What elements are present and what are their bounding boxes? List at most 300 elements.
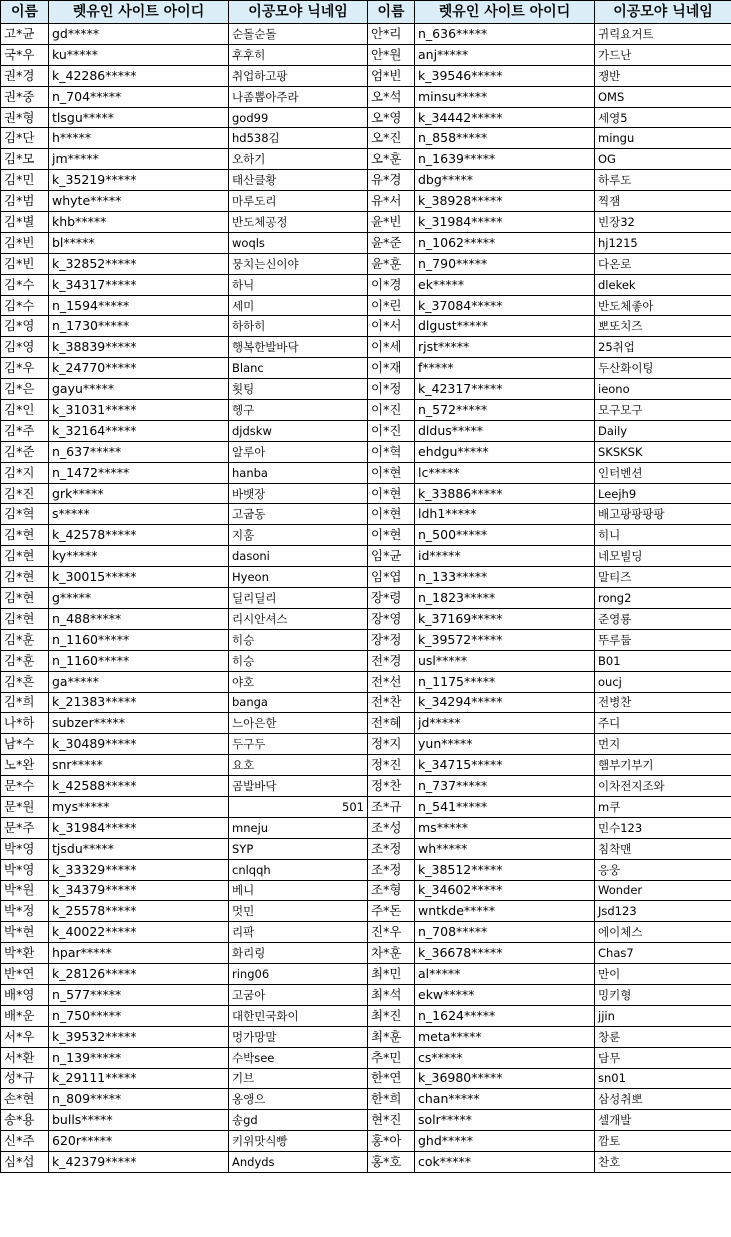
- name-cell: 김*준: [1, 441, 49, 462]
- name-cell: 문*원: [1, 796, 49, 817]
- nickname-cell: 네모빌딩: [595, 546, 731, 567]
- name-cell: 조*성: [368, 817, 415, 838]
- nickname-cell: 전병찬: [595, 692, 731, 713]
- site-id-cell: n_1639*****: [415, 149, 595, 170]
- nickname-cell: 세미: [229, 295, 368, 316]
- name-cell: 박*현: [1, 922, 49, 943]
- nickname-cell: SYP: [229, 838, 368, 859]
- table-row: [1, 901, 731, 922]
- site-id-cell: k_42317*****: [415, 379, 595, 400]
- table-row: [1, 880, 731, 901]
- name-cell: 김*빈: [1, 232, 49, 253]
- site-id-cell: n_500*****: [415, 525, 595, 546]
- site-id-cell: n_1823*****: [415, 588, 595, 609]
- name-cell: 윤*준: [368, 232, 415, 253]
- name-cell: 김*수: [1, 295, 49, 316]
- header-site-id-right: 렛유인 사이트 아이디: [415, 1, 595, 24]
- name-cell: 진*우: [368, 922, 415, 943]
- nickname-cell: 밍키형: [595, 984, 731, 1005]
- nickname-cell: 세영5: [595, 107, 731, 128]
- table-row: [1, 232, 731, 253]
- site-id-cell: ekw*****: [415, 984, 595, 1005]
- nickname-cell: 침착맨: [595, 838, 731, 859]
- name-cell: 송*용: [1, 1110, 49, 1131]
- site-id-cell: k_33329*****: [49, 859, 229, 880]
- site-id-cell: khb*****: [49, 212, 229, 233]
- name-cell: 김*빈: [1, 253, 49, 274]
- nickname-cell: 나좀뽑아주라: [229, 86, 368, 107]
- name-cell: 이*현: [368, 525, 415, 546]
- nickname-cell: 화리링: [229, 943, 368, 964]
- name-cell: 고*균: [1, 24, 49, 45]
- name-cell: 윤*훈: [368, 253, 415, 274]
- table-row: [1, 1026, 731, 1047]
- site-id-cell: k_38512*****: [415, 859, 595, 880]
- table-body: [1, 24, 731, 1173]
- site-id-cell: k_35219*****: [49, 170, 229, 191]
- nickname-cell: 뚜루둡: [595, 629, 731, 650]
- table-row: [1, 629, 731, 650]
- site-id-cell: n_488*****: [49, 608, 229, 629]
- name-cell: 한*연: [368, 1068, 415, 1089]
- name-cell: 배*영: [1, 984, 49, 1005]
- site-id-cell: k_37169*****: [415, 608, 595, 629]
- name-cell: 장*정: [368, 629, 415, 650]
- nickname-cell: 배고팡팡팡팡: [595, 504, 731, 525]
- site-id-cell: n_790*****: [415, 253, 595, 274]
- name-cell: 권*형: [1, 107, 49, 128]
- name-cell: 김*수: [1, 274, 49, 295]
- nickname-cell: 옹앵으: [229, 1089, 368, 1110]
- nickname-cell: hj1215: [595, 232, 731, 253]
- nickname-cell: Hyeon: [229, 567, 368, 588]
- site-id-cell: id*****: [415, 546, 595, 567]
- site-id-cell: n_737*****: [415, 776, 595, 797]
- site-id-cell: k_29111*****: [49, 1068, 229, 1089]
- name-cell: 유*경: [368, 170, 415, 191]
- nickname-cell: 뭉치는신이야: [229, 253, 368, 274]
- name-cell: 조*규: [368, 796, 415, 817]
- name-cell: 김*지: [1, 462, 49, 483]
- nickname-cell: 셀개발: [595, 1110, 731, 1131]
- name-cell: 오*훈: [368, 149, 415, 170]
- table-row: [1, 1047, 731, 1068]
- table-row: [1, 24, 731, 45]
- site-id-cell: k_42588*****: [49, 776, 229, 797]
- table-row: [1, 1131, 731, 1152]
- nickname-cell: 찍잼: [595, 191, 731, 212]
- name-cell: 유*서: [368, 191, 415, 212]
- table-row: [1, 107, 731, 128]
- site-id-cell: n_1160*****: [49, 650, 229, 671]
- site-id-cell: bulls*****: [49, 1110, 229, 1131]
- name-cell: 국*우: [1, 44, 49, 65]
- site-id-cell: n_1472*****: [49, 462, 229, 483]
- name-cell: 김*민: [1, 170, 49, 191]
- nickname-cell: 귀릭요거트: [595, 24, 731, 45]
- nickname-cell: Leejh9: [595, 483, 731, 504]
- nickname-cell: ring06: [229, 964, 368, 985]
- site-id-cell: ehdgu*****: [415, 441, 595, 462]
- site-id-cell: n_750*****: [49, 1005, 229, 1026]
- site-id-cell: n_858*****: [415, 128, 595, 149]
- site-id-cell: h*****: [49, 128, 229, 149]
- site-id-cell: k_30489*****: [49, 734, 229, 755]
- name-cell: 김*훈: [1, 650, 49, 671]
- nickname-cell: 반도체공정: [229, 212, 368, 233]
- name-cell: 배*운: [1, 1005, 49, 1026]
- table-row: [1, 734, 731, 755]
- name-cell: 손*현: [1, 1089, 49, 1110]
- nickname-cell: 인터벤션: [595, 462, 731, 483]
- table-row: [1, 546, 731, 567]
- site-id-cell: k_34442*****: [415, 107, 595, 128]
- table-row: [1, 796, 731, 817]
- nickname-cell: hd538김: [229, 128, 368, 149]
- table-row: [1, 149, 731, 170]
- site-id-cell: k_30015*****: [49, 567, 229, 588]
- nickname-cell: 리팍: [229, 922, 368, 943]
- nickname-cell: 다온로: [595, 253, 731, 274]
- nickname-cell: m쿠: [595, 796, 731, 817]
- table-row: [1, 984, 731, 1005]
- name-cell: 최*민: [368, 964, 415, 985]
- name-cell: 최*진: [368, 1005, 415, 1026]
- nickname-cell: mneju: [229, 817, 368, 838]
- nickname-cell: hanba: [229, 462, 368, 483]
- name-cell: 이*경: [368, 274, 415, 295]
- nickname-cell: 가드난: [595, 44, 731, 65]
- nickname-cell: Wonder: [595, 880, 731, 901]
- nickname-cell: Daily: [595, 420, 731, 441]
- table-row: [1, 65, 731, 86]
- table-row: [1, 504, 731, 525]
- table-row: [1, 588, 731, 609]
- name-cell: 전*경: [368, 650, 415, 671]
- name-cell: 김*진: [1, 483, 49, 504]
- name-cell: 안*원: [368, 44, 415, 65]
- name-cell: 성*규: [1, 1068, 49, 1089]
- site-id-cell: n_1175*****: [415, 671, 595, 692]
- table-row: [1, 400, 731, 421]
- name-cell: 김*흔: [1, 671, 49, 692]
- nickname-cell: 느아은한: [229, 713, 368, 734]
- site-id-cell: n_708*****: [415, 922, 595, 943]
- name-cell: 서*환: [1, 1047, 49, 1068]
- site-id-cell: n_139*****: [49, 1047, 229, 1068]
- nickname-cell: 빈장32: [595, 212, 731, 233]
- nickname-cell: 담무: [595, 1047, 731, 1068]
- nickname-cell: 깜토: [595, 1131, 731, 1152]
- nickname-cell: 501: [229, 796, 368, 817]
- site-id-cell: n_1160*****: [49, 629, 229, 650]
- nickname-cell: 횟팅: [229, 379, 368, 400]
- table-row: [1, 943, 731, 964]
- site-id-cell: k_38928*****: [415, 191, 595, 212]
- nickname-cell: B01: [595, 650, 731, 671]
- header-name-left: 이름: [1, 1, 49, 24]
- site-id-cell: k_36678*****: [415, 943, 595, 964]
- site-id-cell: ms*****: [415, 817, 595, 838]
- name-cell: 김*주: [1, 420, 49, 441]
- nickname-cell: 뽀또치즈: [595, 316, 731, 337]
- table-row: [1, 1005, 731, 1026]
- table-row: [1, 671, 731, 692]
- site-id-cell: k_40022*****: [49, 922, 229, 943]
- table-row: [1, 1110, 731, 1131]
- name-cell: 박*영: [1, 838, 49, 859]
- site-id-cell: subzer*****: [49, 713, 229, 734]
- name-cell: 남*수: [1, 734, 49, 755]
- nickname-cell: 취업하고팡: [229, 65, 368, 86]
- name-cell: 조*형: [368, 880, 415, 901]
- table-row: [1, 755, 731, 776]
- site-id-cell: tlsgu*****: [49, 107, 229, 128]
- table-row: [1, 420, 731, 441]
- nickname-cell: dasoni: [229, 546, 368, 567]
- name-cell: 이*세: [368, 337, 415, 358]
- name-cell: 이*현: [368, 462, 415, 483]
- nickname-cell: 리시안셔스: [229, 608, 368, 629]
- name-cell: 김*범: [1, 191, 49, 212]
- name-cell: 박*정: [1, 901, 49, 922]
- site-id-cell: jd*****: [415, 713, 595, 734]
- name-cell: 이*린: [368, 295, 415, 316]
- site-id-cell: n_1594*****: [49, 295, 229, 316]
- nickname-cell: jjin: [595, 1005, 731, 1026]
- table-row: [1, 462, 731, 483]
- nickname-cell: 멍가망말: [229, 1026, 368, 1047]
- name-cell: 신*주: [1, 1131, 49, 1152]
- name-cell: 김*혁: [1, 504, 49, 525]
- site-id-cell: f*****: [415, 358, 595, 379]
- site-id-cell: yun*****: [415, 734, 595, 755]
- nickname-cell: 하닉: [229, 274, 368, 295]
- site-id-cell: k_25578*****: [49, 901, 229, 922]
- nickname-cell: SKSKSK: [595, 441, 731, 462]
- name-cell: 김*영: [1, 316, 49, 337]
- name-cell: 이*혁: [368, 441, 415, 462]
- nickname-cell: 주디: [595, 713, 731, 734]
- site-id-cell: ku*****: [49, 44, 229, 65]
- site-id-cell: meta*****: [415, 1026, 595, 1047]
- nickname-cell: 오하기: [229, 149, 368, 170]
- name-cell: 김*희: [1, 692, 49, 713]
- table-row: [1, 567, 731, 588]
- site-id-cell: snr*****: [49, 755, 229, 776]
- name-cell: 노*완: [1, 755, 49, 776]
- nickname-cell: 태산클황: [229, 170, 368, 191]
- table-row: [1, 713, 731, 734]
- name-cell: 조*정: [368, 838, 415, 859]
- site-id-cell: k_42578*****: [49, 525, 229, 546]
- name-cell: 장*령: [368, 588, 415, 609]
- name-cell: 김*은: [1, 379, 49, 400]
- name-cell: 심*섭: [1, 1152, 49, 1173]
- nickname-cell: 고굽동: [229, 504, 368, 525]
- table-row: [1, 358, 731, 379]
- site-id-cell: tjsdu*****: [49, 838, 229, 859]
- site-id-cell: ky*****: [49, 546, 229, 567]
- site-id-cell: n_1062*****: [415, 232, 595, 253]
- header-row: [1, 1, 731, 24]
- nickname-cell: 모구모구: [595, 400, 731, 421]
- table-row: [1, 817, 731, 838]
- site-id-cell: k_31984*****: [415, 212, 595, 233]
- site-id-cell: k_34715*****: [415, 755, 595, 776]
- site-id-cell: rjst*****: [415, 337, 595, 358]
- nickname-cell: 기브: [229, 1068, 368, 1089]
- site-id-cell: k_42379*****: [49, 1152, 229, 1173]
- name-cell: 전*혜: [368, 713, 415, 734]
- header-site-id-left: 렛유인 사이트 아이디: [49, 1, 229, 24]
- nickname-cell: 히승: [229, 629, 368, 650]
- table-row: [1, 1068, 731, 1089]
- name-cell: 김*영: [1, 337, 49, 358]
- name-cell: 박*환: [1, 943, 49, 964]
- name-cell: 김*현: [1, 546, 49, 567]
- site-id-cell: cok*****: [415, 1152, 595, 1173]
- site-id-cell: ghd*****: [415, 1131, 595, 1152]
- nickname-cell: 멋민: [229, 901, 368, 922]
- name-cell: 김*단: [1, 128, 49, 149]
- nickname-cell: 히승: [229, 650, 368, 671]
- name-cell: 전*선: [368, 671, 415, 692]
- nickname-cell: 하루도: [595, 170, 731, 191]
- table-row: [1, 608, 731, 629]
- name-cell: 엄*빈: [368, 65, 415, 86]
- nickname-cell: 야호: [229, 671, 368, 692]
- nickname-cell: 헹구: [229, 400, 368, 421]
- table-row: [1, 692, 731, 713]
- name-cell: 오*진: [368, 128, 415, 149]
- site-id-cell: 620r*****: [49, 1131, 229, 1152]
- site-id-cell: jm*****: [49, 149, 229, 170]
- site-id-cell: chan*****: [415, 1089, 595, 1110]
- site-id-cell: n_572*****: [415, 400, 595, 421]
- nickname-cell: 에이체스: [595, 922, 731, 943]
- table-row: [1, 191, 731, 212]
- nickname-cell: Chas7: [595, 943, 731, 964]
- nickname-cell: banga: [229, 692, 368, 713]
- nickname-cell: 하하히: [229, 316, 368, 337]
- site-id-cell: k_32164*****: [49, 420, 229, 441]
- site-id-cell: n_704*****: [49, 86, 229, 107]
- name-cell: 정*찬: [368, 776, 415, 797]
- nickname-cell: cnlqqh: [229, 859, 368, 880]
- nickname-cell: 응웅: [595, 859, 731, 880]
- nickname-cell: 마루도리: [229, 191, 368, 212]
- site-id-cell: n_637*****: [49, 441, 229, 462]
- nickname-cell: 반도체좋아: [595, 295, 731, 316]
- header-name-right: 이름: [368, 1, 415, 24]
- name-cell: 홍*호: [368, 1152, 415, 1173]
- table-row: [1, 128, 731, 149]
- site-id-cell: k_39532*****: [49, 1026, 229, 1047]
- nickname-cell: 이차전지조와: [595, 776, 731, 797]
- table-row: [1, 964, 731, 985]
- nickname-cell: 베니: [229, 880, 368, 901]
- nickname-cell: 먼지: [595, 734, 731, 755]
- nickname-cell: 알루아: [229, 441, 368, 462]
- site-id-cell: k_42286*****: [49, 65, 229, 86]
- header-nickname-right: 이공모야 닉네임: [595, 1, 731, 24]
- site-id-cell: n_636*****: [415, 24, 595, 45]
- name-cell: 주*돈: [368, 901, 415, 922]
- site-id-cell: k_38839*****: [49, 337, 229, 358]
- name-cell: 조*정: [368, 859, 415, 880]
- site-id-cell: ek*****: [415, 274, 595, 295]
- name-cell: 김*모: [1, 149, 49, 170]
- site-id-cell: s*****: [49, 504, 229, 525]
- nickname-cell: 송gd: [229, 1110, 368, 1131]
- nickname-cell: Andyds: [229, 1152, 368, 1173]
- site-id-cell: k_39572*****: [415, 629, 595, 650]
- name-cell: 권*중: [1, 86, 49, 107]
- nickname-cell: 찬호: [595, 1152, 731, 1173]
- nickname-cell: 두구두: [229, 734, 368, 755]
- name-cell: 이*정: [368, 379, 415, 400]
- header-nickname-left: 이공모야 닉네임: [229, 1, 368, 24]
- name-cell: 김*현: [1, 525, 49, 546]
- nickname-cell: 25취업: [595, 337, 731, 358]
- table-row: [1, 441, 731, 462]
- nickname-cell: 히니: [595, 525, 731, 546]
- site-id-cell: dbg*****: [415, 170, 595, 191]
- nickname-cell: 말티즈: [595, 567, 731, 588]
- name-cell: 최*석: [368, 984, 415, 1005]
- name-cell: 이*현: [368, 483, 415, 504]
- nickname-cell: 키위맛식빵: [229, 1131, 368, 1152]
- nickname-cell: god99: [229, 107, 368, 128]
- name-cell: 나*하: [1, 713, 49, 734]
- name-cell: 문*주: [1, 817, 49, 838]
- table-row: [1, 525, 731, 546]
- nickname-cell: djdskw: [229, 420, 368, 441]
- name-cell: 권*경: [1, 65, 49, 86]
- nickname-cell: 후후히: [229, 44, 368, 65]
- site-id-cell: k_31984*****: [49, 817, 229, 838]
- nickname-cell: 딜리딜리: [229, 588, 368, 609]
- nickname-cell: woqls: [229, 232, 368, 253]
- name-cell: 김*훈: [1, 629, 49, 650]
- site-id-cell: wh*****: [415, 838, 595, 859]
- name-cell: 안*리: [368, 24, 415, 45]
- site-id-cell: k_31031*****: [49, 400, 229, 421]
- table-row: [1, 776, 731, 797]
- name-cell: 추*민: [368, 1047, 415, 1068]
- nickname-cell: 요호: [229, 755, 368, 776]
- site-id-cell: k_34379*****: [49, 880, 229, 901]
- site-id-cell: k_34317*****: [49, 274, 229, 295]
- site-id-cell: lc*****: [415, 462, 595, 483]
- nickname-cell: mingu: [595, 128, 731, 149]
- name-cell: 김*우: [1, 358, 49, 379]
- table-row: [1, 1089, 731, 1110]
- nickname-cell: Jsd123: [595, 901, 731, 922]
- site-id-cell: k_33886*****: [415, 483, 595, 504]
- name-cell: 이*진: [368, 420, 415, 441]
- nickname-cell: 삼성취뽀: [595, 1089, 731, 1110]
- table-row: [1, 212, 731, 233]
- name-cell: 이*재: [368, 358, 415, 379]
- site-id-cell: wntkde*****: [415, 901, 595, 922]
- site-id-cell: hpar*****: [49, 943, 229, 964]
- name-cell: 홍*아: [368, 1131, 415, 1152]
- site-id-cell: g*****: [49, 588, 229, 609]
- name-cell: 박*원: [1, 880, 49, 901]
- site-id-cell: k_32852*****: [49, 253, 229, 274]
